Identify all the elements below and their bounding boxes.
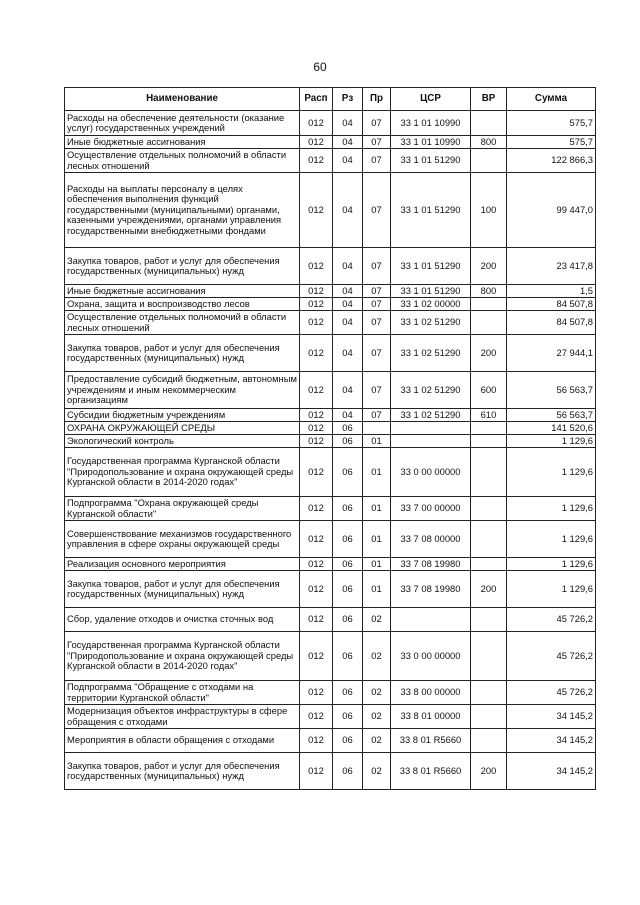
cell-csr: 33 0 00 00000 — [391, 632, 471, 681]
cell-sum: 575,7 — [507, 136, 596, 149]
cell-sum: 56 563,7 — [507, 372, 596, 409]
cell-rasp: 012 — [300, 608, 333, 632]
cell-pr: 07 — [363, 372, 391, 409]
cell-rz: 06 — [333, 448, 363, 497]
cell-rasp: 012 — [300, 521, 333, 558]
cell-rasp: 012 — [300, 298, 333, 311]
cell-sum: 1 129,6 — [507, 571, 596, 608]
cell-csr: 33 0 00 00000 — [391, 448, 471, 497]
cell-sum: 84 507,8 — [507, 298, 596, 311]
cell-vr — [471, 681, 507, 705]
cell-name: Расходы на выплаты персоналу в целях обеспечения выполнения функций государственными (муниципальными) органами, казенными учреждениями, органами управления государственными внебюджетными фондами — [65, 173, 300, 248]
cell-pr: 01 — [363, 448, 391, 497]
cell-rasp: 012 — [300, 248, 333, 285]
cell-csr: 33 8 01 00000 — [391, 705, 471, 729]
header-pr: Пр — [363, 88, 391, 111]
table-row — [65, 335, 596, 372]
cell-sum: 99 447,0 — [507, 173, 596, 248]
cell-csr: 33 1 02 51290 — [391, 311, 471, 335]
cell-sum: 1 129,6 — [507, 448, 596, 497]
cell-rz: 04 — [333, 149, 363, 173]
table-header-row — [65, 88, 596, 111]
cell-sum: 1 129,6 — [507, 521, 596, 558]
table-row — [65, 136, 596, 149]
cell-name: Расходы на обеспечение деятельности (оказание услуг) государственных учреждений — [65, 111, 300, 136]
cell-rasp: 012 — [300, 335, 333, 372]
cell-rz: 06 — [333, 435, 363, 448]
cell-csr: 33 1 02 51290 — [391, 409, 471, 422]
cell-pr: 02 — [363, 753, 391, 790]
table-row — [65, 372, 596, 409]
cell-name: Охрана, защита и воспроизводство лесов — [65, 298, 300, 311]
cell-sum: 27 944,1 — [507, 335, 596, 372]
table-row — [65, 409, 596, 422]
cell-pr: 01 — [363, 521, 391, 558]
cell-rz: 06 — [333, 571, 363, 608]
cell-pr: 02 — [363, 608, 391, 632]
cell-name: Сбор, удаление отходов и очистка сточных вод — [65, 608, 300, 632]
cell-name: Государственная программа Курганской области "Природопользование и охрана окружающей среды Курганской области в 2014-2020 годах" — [65, 632, 300, 681]
table-row — [65, 753, 596, 790]
table-row — [65, 448, 596, 497]
cell-sum: 1 129,6 — [507, 558, 596, 571]
cell-rz: 06 — [333, 521, 363, 558]
cell-rz: 04 — [333, 285, 363, 298]
cell-vr — [471, 521, 507, 558]
cell-vr — [471, 608, 507, 632]
cell-rasp: 012 — [300, 753, 333, 790]
cell-csr: 33 1 01 10990 — [391, 111, 471, 136]
cell-csr: 33 1 01 10990 — [391, 136, 471, 149]
cell-name: Мероприятия в области обращения с отходами — [65, 729, 300, 753]
table-row — [65, 681, 596, 705]
cell-sum: 84 507,8 — [507, 311, 596, 335]
cell-rasp: 012 — [300, 705, 333, 729]
cell-name: Закупка товаров, работ и услуг для обеспечения государственных (муниципальных) нужд — [65, 753, 300, 790]
table-body — [65, 111, 596, 790]
cell-name: Иные бюджетные ассигнования — [65, 285, 300, 298]
cell-vr: 600 — [471, 372, 507, 409]
table-row — [65, 729, 596, 753]
cell-rz: 04 — [333, 311, 363, 335]
cell-name: Закупка товаров, работ и услуг для обеспечения государственных (муниципальных) нужд — [65, 335, 300, 372]
cell-pr: 07 — [363, 111, 391, 136]
cell-rz: 06 — [333, 753, 363, 790]
cell-name: Экологический контроль — [65, 435, 300, 448]
cell-vr: 800 — [471, 136, 507, 149]
table-row — [65, 558, 596, 571]
cell-vr — [471, 705, 507, 729]
cell-rasp: 012 — [300, 409, 333, 422]
header-name: Наименование — [65, 88, 300, 111]
cell-name: Подпрограмма "Охрана окружающей среды Курганской области" — [65, 497, 300, 521]
cell-vr: 800 — [471, 285, 507, 298]
cell-rasp: 012 — [300, 285, 333, 298]
cell-sum: 34 145,2 — [507, 705, 596, 729]
budget-table — [64, 87, 596, 790]
cell-name: Осуществление отдельных полномочий в области лесных отношений — [65, 311, 300, 335]
cell-pr: 07 — [363, 173, 391, 248]
header-rz: Рз — [333, 88, 363, 111]
table-row — [65, 111, 596, 136]
cell-pr: 01 — [363, 497, 391, 521]
cell-rz: 04 — [333, 335, 363, 372]
cell-rasp: 012 — [300, 729, 333, 753]
cell-rasp: 012 — [300, 681, 333, 705]
cell-sum: 45 726,2 — [507, 681, 596, 705]
cell-rz: 06 — [333, 558, 363, 571]
cell-sum: 1 129,6 — [507, 435, 596, 448]
cell-rz: 04 — [333, 372, 363, 409]
cell-vr: 100 — [471, 173, 507, 248]
cell-csr: 33 1 02 51290 — [391, 335, 471, 372]
cell-pr: 02 — [363, 705, 391, 729]
header-vr: ВР — [471, 88, 507, 111]
cell-sum: 1 129,6 — [507, 497, 596, 521]
cell-rz: 06 — [333, 632, 363, 681]
cell-sum: 45 726,2 — [507, 608, 596, 632]
cell-rz: 04 — [333, 111, 363, 136]
table-row — [65, 632, 596, 681]
cell-rasp: 012 — [300, 136, 333, 149]
cell-pr: 01 — [363, 435, 391, 448]
cell-pr: 07 — [363, 149, 391, 173]
cell-sum: 34 145,2 — [507, 729, 596, 753]
cell-name: Модернизация объектов инфраструктуры в сфере обращения с отходами — [65, 705, 300, 729]
cell-vr — [471, 729, 507, 753]
cell-vr: 610 — [471, 409, 507, 422]
cell-vr — [471, 632, 507, 681]
cell-rz: 04 — [333, 136, 363, 149]
cell-name: Осуществление отдельных полномочий в области лесных отношений — [65, 149, 300, 173]
cell-vr — [471, 497, 507, 521]
page-number: 60 — [313, 60, 327, 74]
cell-pr: 02 — [363, 729, 391, 753]
cell-csr — [391, 422, 471, 435]
cell-name: Закупка товаров, работ и услуг для обеспечения государственных (муниципальных) нужд — [65, 571, 300, 608]
cell-csr: 33 7 08 00000 — [391, 521, 471, 558]
table-row — [65, 521, 596, 558]
cell-vr: 200 — [471, 753, 507, 790]
cell-vr — [471, 298, 507, 311]
cell-rz: 04 — [333, 173, 363, 248]
cell-rasp: 012 — [300, 149, 333, 173]
cell-name: Реализация основного мероприятия — [65, 558, 300, 571]
cell-sum: 1,5 — [507, 285, 596, 298]
cell-rasp: 012 — [300, 571, 333, 608]
cell-rz: 06 — [333, 729, 363, 753]
cell-csr: 33 1 01 51290 — [391, 248, 471, 285]
cell-csr: 33 7 08 19980 — [391, 571, 471, 608]
cell-vr: 200 — [471, 248, 507, 285]
cell-vr: 200 — [471, 335, 507, 372]
cell-name: Предоставление субсидий бюджетным, автономным учреждениям и иным некоммерческим организациям — [65, 372, 300, 409]
cell-sum: 23 417,8 — [507, 248, 596, 285]
header-csr: ЦСР — [391, 88, 471, 111]
table-row — [65, 173, 596, 248]
cell-name: Государственная программа Курганской области "Природопользование и охрана окружающей среды Курганской области в 2014-2020 годах" — [65, 448, 300, 497]
cell-rasp: 012 — [300, 435, 333, 448]
cell-sum: 56 563,7 — [507, 409, 596, 422]
cell-rz: 06 — [333, 705, 363, 729]
cell-name: Закупка товаров, работ и услуг для обеспечения государственных (муниципальных) нужд — [65, 248, 300, 285]
cell-vr — [471, 435, 507, 448]
cell-pr: 07 — [363, 285, 391, 298]
cell-csr — [391, 435, 471, 448]
cell-rz: 04 — [333, 298, 363, 311]
table-row — [65, 298, 596, 311]
cell-sum: 141 520,6 — [507, 422, 596, 435]
cell-name: ОХРАНА ОКРУЖАЮЩЕЙ СРЕДЫ — [65, 422, 300, 435]
table-row — [65, 608, 596, 632]
table-row — [65, 248, 596, 285]
cell-rasp: 012 — [300, 497, 333, 521]
table-row — [65, 435, 596, 448]
cell-vr — [471, 422, 507, 435]
cell-rasp: 012 — [300, 422, 333, 435]
cell-csr: 33 8 01 R5660 — [391, 753, 471, 790]
cell-pr: 07 — [363, 248, 391, 285]
cell-pr: 02 — [363, 681, 391, 705]
header-rasp: Расп — [300, 88, 333, 111]
cell-sum: 575,7 — [507, 111, 596, 136]
cell-rasp: 012 — [300, 632, 333, 681]
table-row — [65, 705, 596, 729]
cell-csr: 33 7 08 19980 — [391, 558, 471, 571]
cell-rasp: 012 — [300, 111, 333, 136]
cell-rz: 06 — [333, 608, 363, 632]
table-row — [65, 149, 596, 173]
cell-csr — [391, 608, 471, 632]
cell-name: Совершенствование механизмов государственного управления в сфере охраны окружающей среды — [65, 521, 300, 558]
cell-rasp: 012 — [300, 372, 333, 409]
cell-rasp: 012 — [300, 173, 333, 248]
table-row — [65, 497, 596, 521]
table-row — [65, 571, 596, 608]
cell-rasp: 012 — [300, 311, 333, 335]
cell-csr: 33 1 01 51290 — [391, 173, 471, 248]
cell-vr — [471, 111, 507, 136]
table-row — [65, 311, 596, 335]
cell-pr: 07 — [363, 136, 391, 149]
cell-pr: 07 — [363, 298, 391, 311]
cell-sum: 34 145,2 — [507, 753, 596, 790]
cell-csr: 33 8 01 R5660 — [391, 729, 471, 753]
cell-pr — [363, 422, 391, 435]
cell-rz: 04 — [333, 248, 363, 285]
cell-pr: 07 — [363, 409, 391, 422]
cell-rz: 06 — [333, 497, 363, 521]
cell-pr: 02 — [363, 632, 391, 681]
cell-pr: 01 — [363, 558, 391, 571]
cell-vr: 200 — [471, 571, 507, 608]
cell-csr: 33 8 00 00000 — [391, 681, 471, 705]
cell-pr: 07 — [363, 311, 391, 335]
cell-rz: 06 — [333, 422, 363, 435]
table-row — [65, 422, 596, 435]
cell-rz: 06 — [333, 681, 363, 705]
cell-rz: 04 — [333, 409, 363, 422]
cell-sum: 45 726,2 — [507, 632, 596, 681]
cell-pr: 07 — [363, 335, 391, 372]
cell-vr — [471, 311, 507, 335]
cell-pr: 01 — [363, 571, 391, 608]
header-sum: Сумма — [507, 88, 596, 111]
cell-csr: 33 1 01 51290 — [391, 149, 471, 173]
cell-name: Субсидии бюджетным учреждениям — [65, 409, 300, 422]
cell-vr — [471, 558, 507, 571]
cell-name: Подпрограмма "Обращение с отходами на территории Курганской области" — [65, 681, 300, 705]
cell-sum: 122 866,3 — [507, 149, 596, 173]
cell-csr: 33 7 00 00000 — [391, 497, 471, 521]
cell-rasp: 012 — [300, 558, 333, 571]
cell-rasp: 012 — [300, 448, 333, 497]
table-row — [65, 285, 596, 298]
cell-csr: 33 1 02 00000 — [391, 298, 471, 311]
cell-name: Иные бюджетные ассигнования — [65, 136, 300, 149]
cell-csr: 33 1 02 51290 — [391, 372, 471, 409]
cell-vr — [471, 149, 507, 173]
cell-csr: 33 1 01 51290 — [391, 285, 471, 298]
cell-vr — [471, 448, 507, 497]
